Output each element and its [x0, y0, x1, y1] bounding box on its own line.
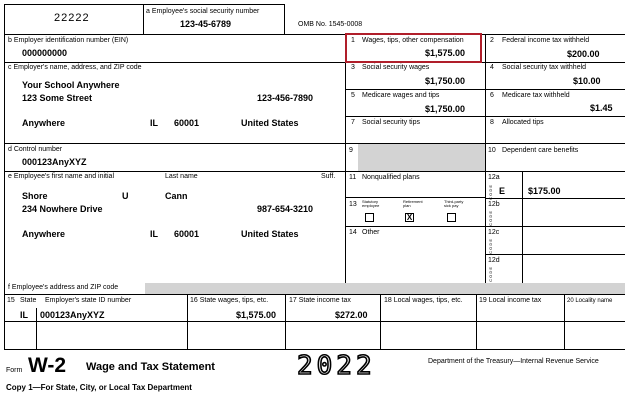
box15-number: 15 — [7, 297, 15, 304]
employer-state[interactable]: IL — [150, 118, 158, 128]
rule — [4, 321, 625, 322]
control-number-label: d Control number — [8, 146, 63, 153]
box14-number: 14 — [349, 229, 357, 236]
rule — [485, 226, 625, 227]
rule — [485, 198, 625, 199]
box4-label: Social security tax withheld — [502, 64, 587, 71]
box13-thirdparty-label: Third-party sick pay — [444, 199, 464, 208]
box10-number: 10 — [488, 147, 496, 154]
rule — [4, 294, 625, 295]
box3-value[interactable]: $1,750.00 — [425, 76, 466, 86]
employee-first-name[interactable]: Shore — [22, 191, 48, 201]
employer-phone[interactable]: 123-456-7890 — [257, 93, 314, 103]
box12a-code[interactable]: E — [499, 186, 506, 196]
box13-statutory-label: Statutory employee — [362, 199, 380, 208]
w2-title: W-2 — [28, 354, 67, 377]
rule — [284, 4, 285, 34]
box8-number: 8 — [490, 119, 494, 126]
rule — [345, 171, 625, 172]
box4-number: 4 — [490, 64, 494, 71]
form-word: Form — [6, 367, 23, 374]
box2-label: Federal income tax withheld — [502, 37, 590, 44]
f-shade-right — [345, 283, 625, 294]
ein-label: b Employer identification number (EIN) — [8, 37, 129, 44]
box11-label: Nonqualified plans — [362, 174, 420, 181]
box14-label: Other — [362, 229, 380, 236]
box12c-code-text: C O D E — [488, 239, 493, 254]
box3-label: Social security wages — [362, 64, 430, 71]
box6-number: 6 — [490, 92, 494, 99]
employer-country[interactable]: United States — [241, 118, 299, 128]
employee-street[interactable]: 234 Nowhere Drive — [22, 204, 103, 214]
rule — [380, 294, 381, 349]
f-shade — [145, 283, 345, 294]
box13-number: 13 — [349, 201, 357, 208]
employee-zip[interactable]: 60001 — [174, 229, 200, 239]
control-code: 22222 — [54, 12, 90, 24]
employee-country[interactable]: United States — [241, 229, 299, 239]
rule — [485, 34, 486, 294]
employee-initial[interactable]: U — [122, 191, 129, 201]
rule — [345, 226, 485, 227]
box11-number: 11 — [349, 174, 357, 181]
rule — [4, 34, 625, 35]
box4-value[interactable]: $10.00 — [573, 76, 601, 86]
rule — [476, 294, 477, 349]
rule — [345, 116, 625, 117]
employer-zip[interactable]: 60001 — [174, 118, 200, 128]
form-title: Wage and Tax Statement — [86, 361, 215, 373]
box20-label: 20 Locality name — [567, 298, 613, 304]
box17-label: 17 State income tax — [289, 297, 351, 304]
box19-label: 19 Local income tax — [479, 297, 542, 304]
box15-id-label: Employer's state ID number — [45, 297, 132, 304]
box3-number: 3 — [351, 64, 355, 71]
employee-first-label: e Employee's first name and initial — [8, 173, 114, 180]
employee-city[interactable]: Anywhere — [22, 229, 66, 239]
employee-last-name[interactable]: Cann — [165, 191, 188, 201]
employee-address-label: f Employee's address and ZIP code — [8, 284, 119, 291]
control-code-box — [4, 4, 144, 34]
employee-state[interactable]: IL — [150, 229, 158, 239]
employer-city[interactable]: Anywhere — [22, 118, 66, 128]
box10-label: Dependent care benefits — [502, 147, 579, 154]
box1-highlight — [345, 33, 482, 63]
box15-state-label: State — [20, 297, 37, 304]
box12b-label: 12b — [488, 201, 500, 208]
box12d-code-text: C O D E — [488, 267, 493, 282]
box12a-value[interactable]: $175.00 — [528, 186, 561, 196]
statutory-checkbox[interactable] — [365, 213, 374, 222]
box12c-label: 12c — [488, 229, 500, 236]
omb-number: OMB No. 1545-0008 — [298, 21, 363, 28]
rule — [345, 34, 346, 294]
box7-label: Social security tips — [362, 119, 420, 126]
box1-number: 1 — [351, 37, 355, 44]
state-income-tax[interactable]: $272.00 — [335, 310, 368, 320]
employer-street[interactable]: 123 Some Street — [22, 93, 93, 103]
state-wages[interactable]: $1,575.00 — [236, 310, 277, 320]
box9-shade — [358, 144, 485, 171]
tax-year: 2022 — [297, 351, 376, 381]
box12a-label: 12a — [488, 174, 500, 181]
rule — [4, 143, 345, 144]
box18-label: 18 Local wages, tips, etc. — [384, 297, 463, 304]
rule — [345, 197, 485, 198]
box9-number: 9 — [349, 147, 353, 154]
box6-value[interactable]: $1.45 — [590, 103, 613, 113]
rule — [285, 294, 286, 349]
box7-number: 7 — [351, 119, 355, 126]
rule — [143, 4, 144, 34]
ssn-label: a Employee's social security number — [146, 8, 260, 15]
rule — [4, 4, 5, 349]
rule — [345, 89, 625, 90]
box2-number: 2 — [490, 37, 494, 44]
irs-department: Department of the Treasury—Internal Revenue Service — [428, 358, 599, 365]
box8-label: Allocated tips — [502, 119, 544, 126]
copy-note: Copy 1—For State, City, or Local Tax Department — [6, 383, 192, 392]
employee-phone[interactable]: 987-654-3210 — [257, 204, 314, 214]
box5-label: Medicare wages and tips — [362, 92, 440, 99]
rule — [564, 294, 565, 349]
retirement-checkbox[interactable]: X — [406, 213, 413, 222]
rule — [485, 254, 625, 255]
box6-label: Medicare tax withheld — [502, 92, 570, 99]
control-number-value[interactable]: 000123AnyXYZ — [22, 157, 87, 167]
ssn-value[interactable]: 123-45-6789 — [180, 19, 232, 29]
rule — [36, 308, 37, 349]
ein-value[interactable]: 000000000 — [22, 48, 68, 58]
thirdparty-checkbox[interactable] — [447, 213, 456, 222]
rule — [4, 349, 625, 350]
box12a-code-text: C O D E — [488, 185, 493, 200]
employee-suff-label: Suff. — [321, 173, 336, 180]
box1-label: Wages, tips, other compensation — [362, 37, 464, 44]
box12d-label: 12d — [488, 257, 500, 264]
rule — [522, 171, 523, 284]
employer-name[interactable]: Your School Anywhere — [22, 80, 120, 90]
box5-value[interactable]: $1,750.00 — [425, 104, 466, 114]
state-employer-id[interactable]: 000123AnyXYZ — [40, 310, 105, 320]
state-abbrev[interactable]: IL — [20, 310, 28, 320]
rule — [187, 294, 188, 349]
box5-number: 5 — [351, 92, 355, 99]
rule — [4, 62, 345, 63]
box2-value[interactable]: $200.00 — [567, 49, 600, 59]
employee-last-label: Last name — [165, 173, 198, 180]
rule — [4, 4, 284, 5]
box16-label: 16 State wages, tips, etc. — [190, 297, 269, 304]
box12b-code-text: C O D E — [488, 211, 493, 226]
box1-value[interactable]: $1,575.00 — [425, 48, 466, 58]
employer-name-label: c Employer's name, address, and ZIP code — [8, 64, 142, 71]
box13-retirement-label: Retirement plan — [403, 199, 423, 208]
rule — [4, 171, 345, 172]
